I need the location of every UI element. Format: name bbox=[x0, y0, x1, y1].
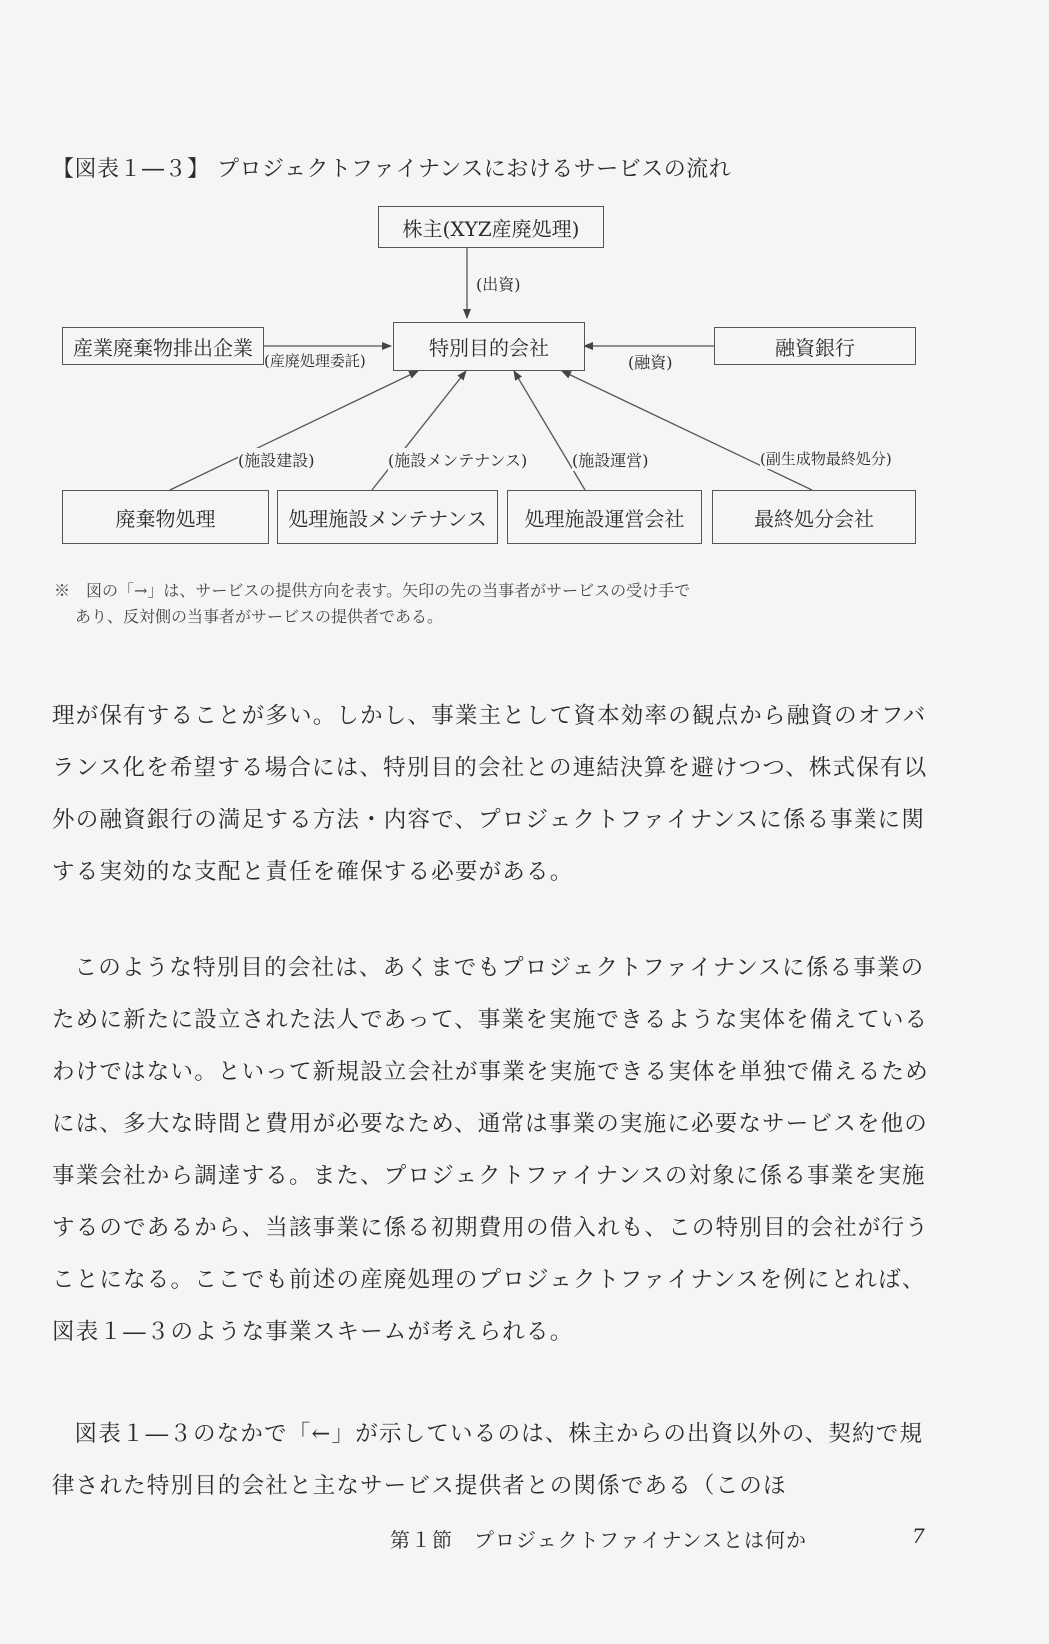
figure-note-line1: ※ 図の「→」は、サービスの提供方向を表す。矢印の先の当事者がサービスの受け手で bbox=[54, 581, 691, 600]
label-operation: (施設運営) bbox=[572, 448, 649, 471]
figure-note bbox=[54, 578, 934, 630]
label-byproduct: (副生成物最終処分) bbox=[760, 450, 892, 468]
footer-section-title: 第１節 プロジェクトファイナンスとは何か bbox=[390, 1528, 807, 1552]
node-disposal: 最終処分会社 bbox=[712, 490, 916, 544]
node-shareholder: 株主(XYZ産廃処理) bbox=[378, 206, 604, 248]
arrow-maintenance bbox=[372, 371, 466, 490]
body-paragraph-1: 理が保有することが多い。しかし、事業主として資本効率の観点から融資のオフバランス化を希望する場合には、特別目的会社との連結決算を避けつつ、株式保有以外の融資銀行の満足する方法・内容で、プロジェクトファイナンスに係る事業に関する実効的な支配と責任を確保する必要がある。 bbox=[52, 703, 928, 885]
arrow-operation bbox=[514, 371, 585, 490]
node-operation: 処理施設運営会社 bbox=[507, 490, 702, 544]
arrow-construction bbox=[170, 371, 418, 490]
node-bank: 融資銀行 bbox=[714, 327, 916, 365]
node-maintenance: 処理施設メンテナンス bbox=[277, 490, 498, 544]
body-paragraph-2: このような特別目的会社は、あくまでもプロジェクトファイナンスに係る事業のために新たに設立された法人であって、事業を実施できるような実体を備えているわけではない。といって新規設立会社が事業を実施できる実体を単独で備えるためには、多大な時間と費用が必要なため、通常は事業の実施に必要なサービスを他の事業会社から調達する。また、プロジェクトファイナンスの対象に係る事業を実施するのであるから、当該事業に係る初期費用の借入れも、この特別目的会社が行うことになる。ここでも前述の産廃処理のプロジェクトファイナンスを例にとれば、図表１―３のような事業スキームが考えられる。 bbox=[52, 955, 929, 1345]
label-investment: (出資) bbox=[476, 272, 521, 295]
flow-diagram bbox=[0, 0, 1049, 560]
body-paragraph-3: 図表１―３のなかで「←」が示しているのは、株主からの出資以外の、契約で規律された特別目的会社と主なサービス提供者との関係である（このほ bbox=[52, 1421, 924, 1499]
node-waste-generator: 産業廃棄物排出企業 bbox=[62, 327, 264, 365]
node-spc: 特別目的会社 bbox=[393, 322, 585, 371]
label-financing: (融資) bbox=[628, 350, 673, 373]
node-waste-processing: 廃棄物処理 bbox=[62, 490, 269, 544]
figure-title: 【図表１―３】 プロジェクトファイナンスにおけるサービスの流れ bbox=[52, 157, 732, 182]
label-construction: (施設建設) bbox=[238, 448, 315, 471]
label-maintenance: (施設メンテナンス) bbox=[388, 448, 527, 471]
figure-note-line2: あり、反対側の当事者がサービスの提供者である。 bbox=[75, 607, 444, 626]
label-disposal-consignment: (産廃処理委託) bbox=[264, 352, 366, 370]
arrow-byproduct bbox=[562, 371, 812, 490]
page-number: 7 bbox=[912, 1524, 925, 1548]
